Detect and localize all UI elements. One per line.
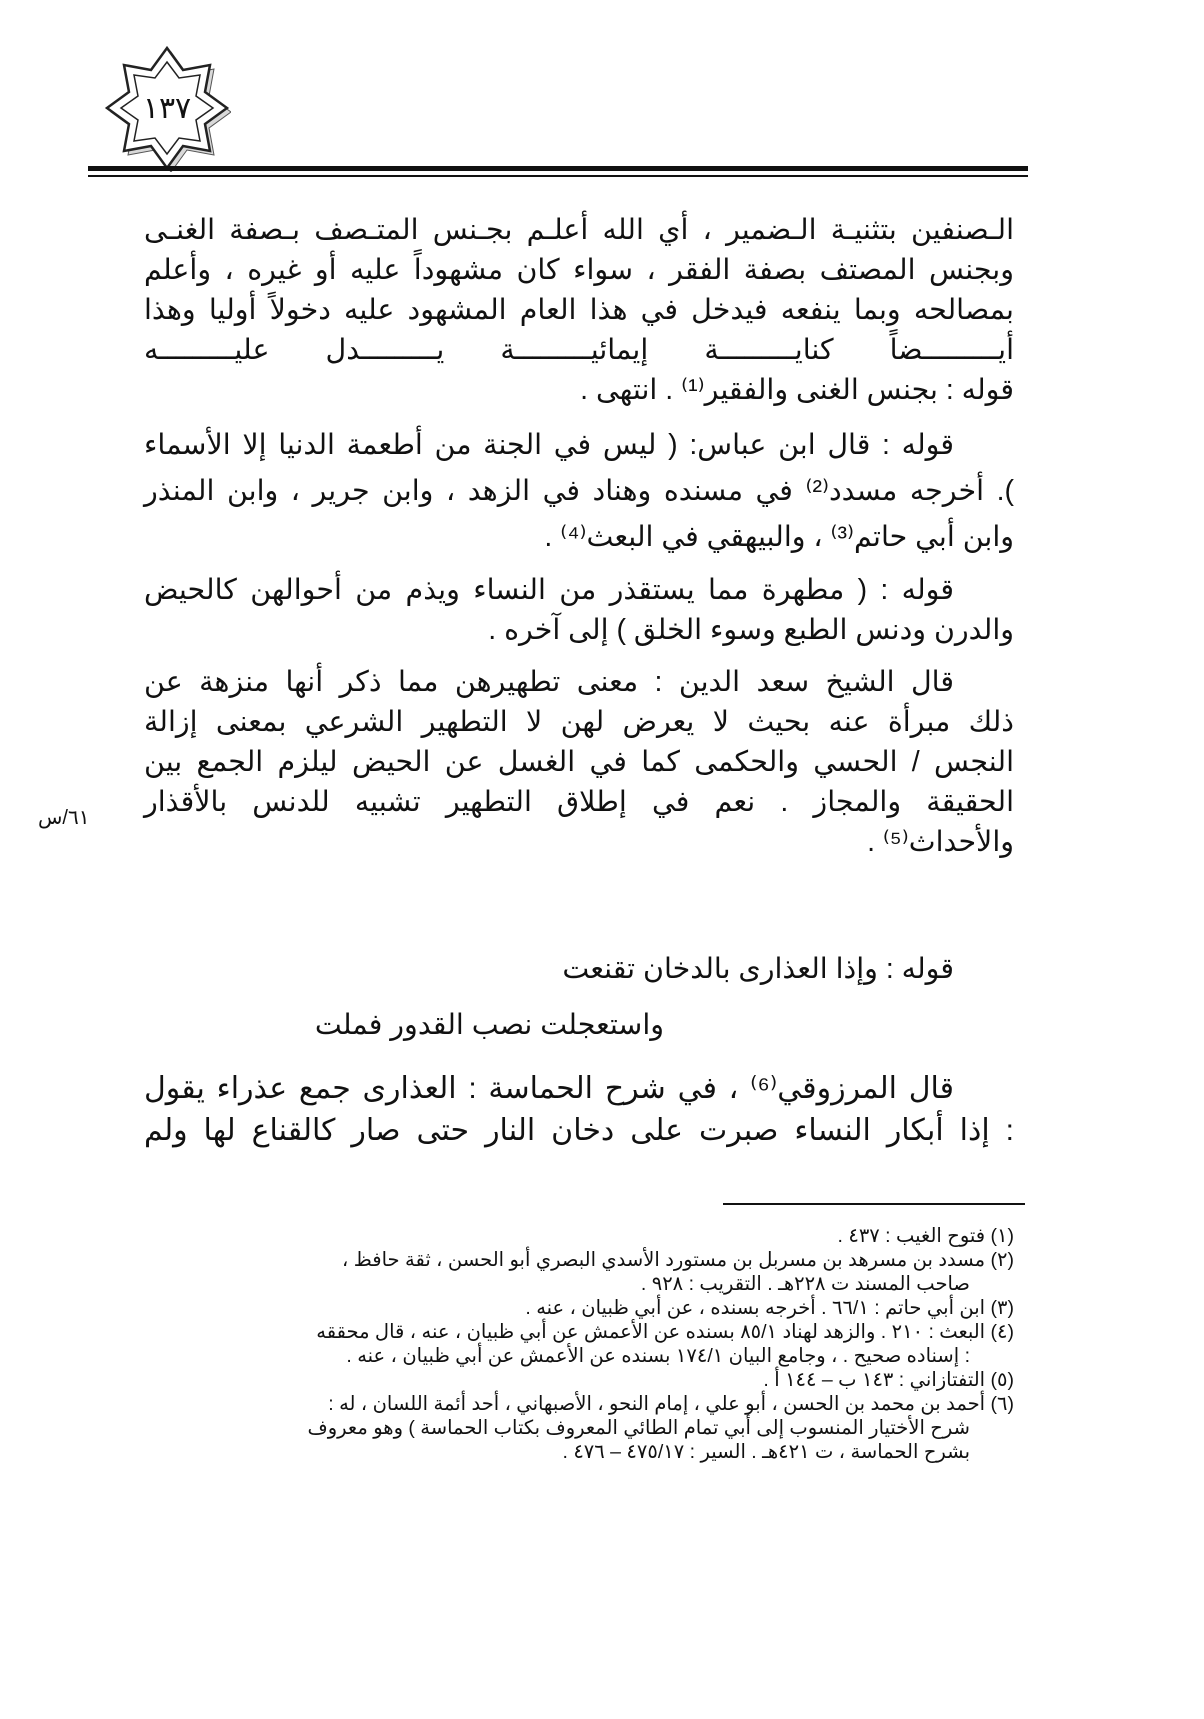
- margin-note: ٦١/س: [38, 807, 90, 829]
- paragraph-2: [144, 422, 1014, 560]
- text-line: قال المرزوقي⁽⁶⁾ ، في شرح الحماسة : العذارى جمع عذراء يقول: [144, 1072, 954, 1105]
- text-line: الـصنفين بتثنيـة الـضمير ، أي الله أعلـم بجـنس المتـصف بـصفة الغنـى: [144, 214, 1014, 246]
- text-line: النجس / الحسي والحكمى كما في الغسل عن الحيض ليلزم الجمع بين: [144, 746, 1014, 778]
- footnote-line: (٥) التفتازاني : ١٤٣ ب – ١٤٤ أ .: [763, 1369, 1014, 1391]
- footnote-line: شرح الأختيار المنسوب إلى أبي تمام الطائي المعروف بكتاب الحماسة ) وهو معروف: [307, 1417, 970, 1439]
- footnotes: [144, 1224, 1014, 1464]
- verse-line-1: قوله : وإذا العذارى بالدخان تقنعت: [562, 953, 954, 985]
- footnote-line: (١) فتوح الغيب : ٤٣٧ .: [837, 1225, 1014, 1247]
- text-line: قال الشيخ سعد الدين : معنى تطهيرهن مما ذكر أنها منزهة عن: [144, 666, 954, 698]
- paragraph-1: [144, 210, 1014, 410]
- text-line: : إذا أبكار النساء صبرت على دخان النار حتى صار كالقناع لها ولم: [144, 1114, 1014, 1147]
- text-line: والدرن ودنس الطبع وسوء الخلق ) إلى آخره .: [488, 614, 1014, 646]
- header-rule-thin: [88, 175, 1028, 177]
- paragraph-5: [144, 1068, 1014, 1152]
- text-line: الحقيقة والمجاز . نعم في إطلاق التطهير تشبيه للدنس بالأقذار: [144, 786, 1014, 818]
- text-line: ). أخرجه مسدد⁽²⁾ في مسنده وهناد في الزهد ، وابن جرير ، وابن المنذر: [144, 475, 1014, 507]
- verse-line-2: واستعجلت نصب القدور فملت: [314, 1009, 664, 1041]
- text-line: أيـــــــــضاً كنايـــــــــة إيمائيـــــــــة يـــــــــدل عليـــــــــه: [144, 334, 1014, 366]
- text-line: ذلك مبرأة عنه بحيث لا يعرض لهن لا التطهير الشرعي بمعنى إزالة: [144, 706, 1015, 738]
- footnote-line: صاحب المسند ت ٢٢٨هـ . التقريب : ٩٢٨ .: [640, 1273, 970, 1295]
- text-line: بمصالحه وبما ينفعه فيدخل في هذا العام المشهود عليه دخولاً أوليا وهذا: [144, 294, 1014, 326]
- text-line: قوله : قال ابن عباس: ( ليس في الجنة من أطعمة الدنيا إلا الأسماء: [144, 429, 954, 461]
- footnote-line: (٢) مسدد بن مسرهد بن مسربل بن مستورد الأسدي البصري أبو الحسن ، ثقة حافظ ،: [342, 1249, 1014, 1271]
- header-rule-thick: [88, 166, 1028, 171]
- paragraph-4: [144, 662, 1014, 862]
- paragraph-3: [144, 570, 1014, 650]
- footnote-line: (٦) أحمد بن محمد بن الحسن ، أبو علي ، إمام النحو ، الأصبهاني ، أحد أئمة اللسان ، له :: [328, 1393, 1014, 1415]
- page-number: ١٣٧: [142, 91, 192, 125]
- text-line: قوله : ( مطهرة مما يستقذر من النساء ويذم من أحوالهن كالحيض: [144, 574, 954, 606]
- footnote-line: (٣) ابن أبي حاتم : ٦٦/١ . أخرجه بسنده ، عن أبي ظبيان ، عنه .: [525, 1297, 1014, 1319]
- footnote-line: بشرح الحماسة ، ت ٤٢١هـ . السير : ٤٧٥/١٧ – ٤٧٦ .: [562, 1441, 970, 1463]
- text-line: قوله : بجنس الغنى والفقير⁽¹⁾ . انتهى .: [580, 374, 1014, 406]
- footnote-line: : إسناده صحيح . ، وجامع البيان ١٧٤/١ بسنده عن الأعمش عن أبي ظبيان ، عنه .: [346, 1345, 970, 1367]
- text-line: والأحداث⁽⁵⁾ .: [867, 826, 1014, 858]
- footnote-line: (٤) البعث : ٢١٠ . والزهد لهناد ٨٥/١ بسنده عن الأعمش عن أبي ظبيان ، عنه ، قال محققه: [316, 1321, 1014, 1343]
- text-line: وابن أبي حاتم⁽³⁾ ، والبيهقي في البعث⁽⁴⁾ .: [544, 521, 1014, 553]
- footnote-separator: [723, 1203, 1025, 1205]
- text-line: وبجنس المصتف بصفة الفقر ، سواء كان مشهوداً عليه أو غيره ، وأعلم: [144, 254, 1014, 286]
